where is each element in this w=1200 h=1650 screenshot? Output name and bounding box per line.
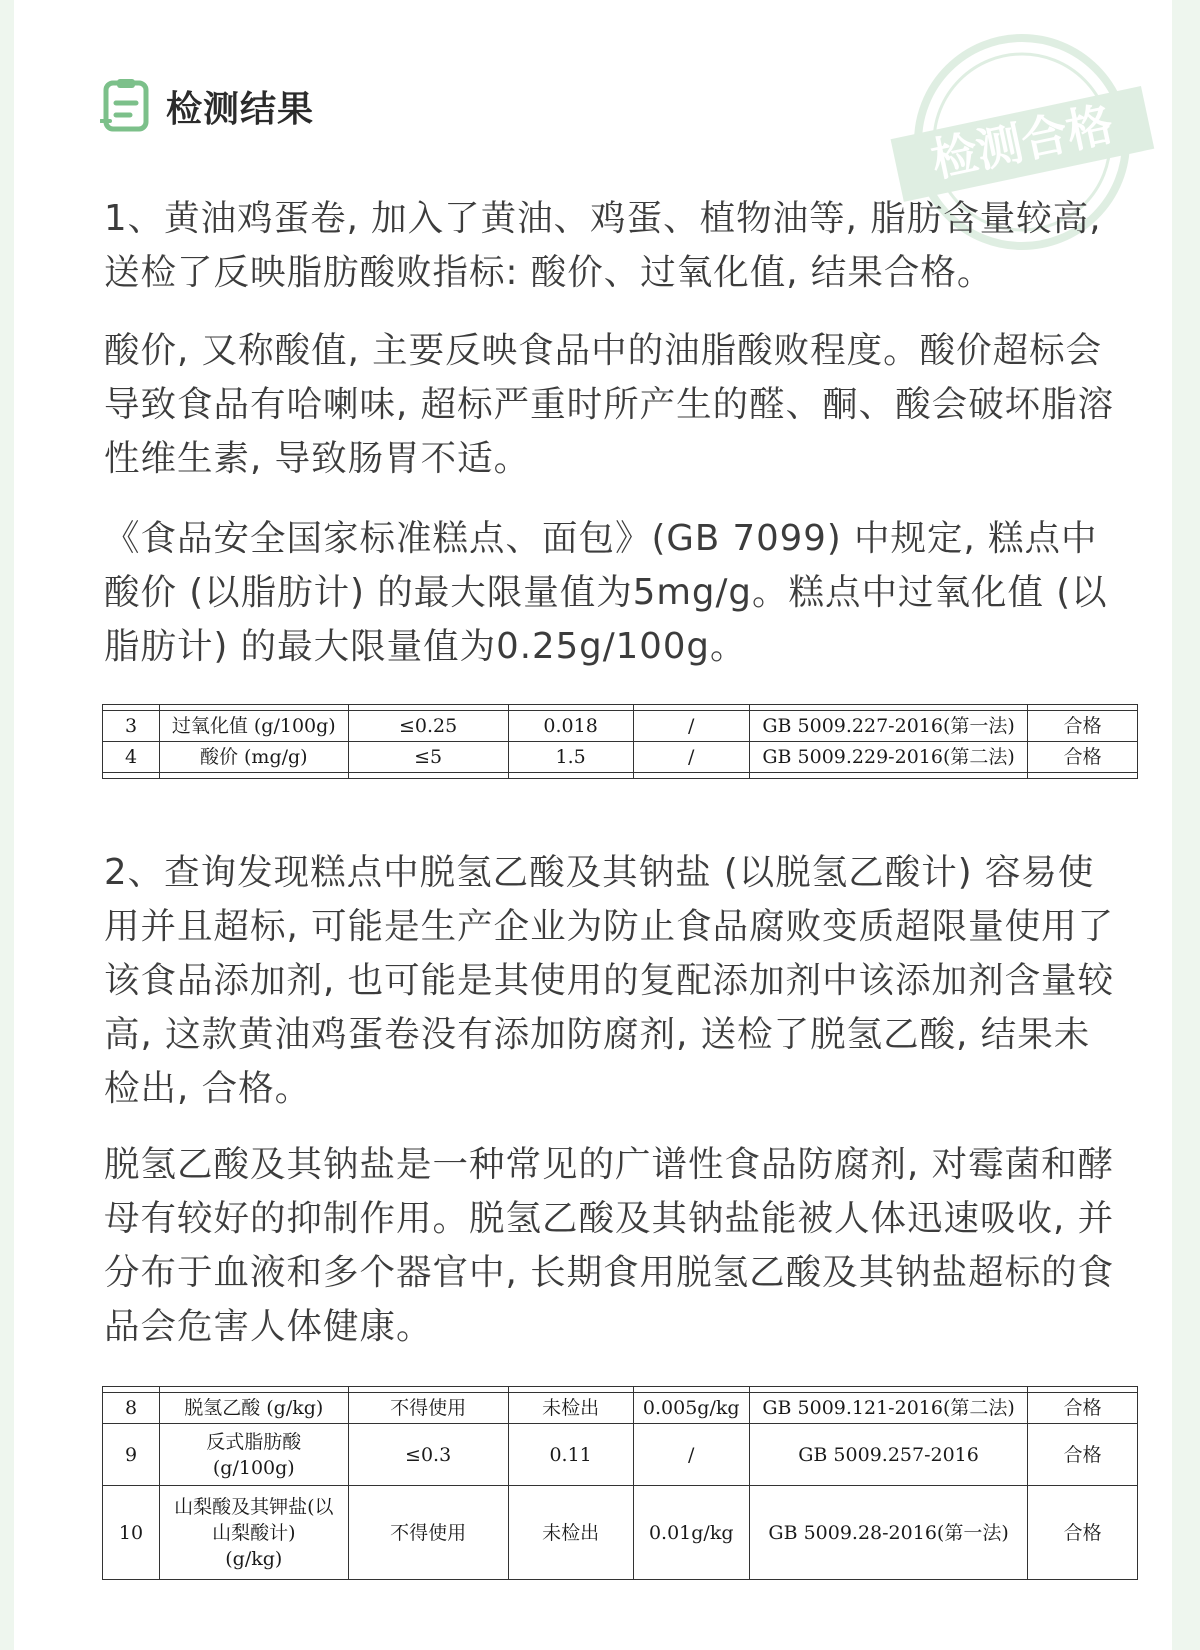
table-row: 4 酸价 (mg/g) ≤5 1.5 / GB 5009.229-2016(第二法) 合格 [103, 742, 1138, 773]
paragraph-acid-peroxide: 1、黄油鸡蛋卷, 加入了黄油、鸡蛋、植物油等, 脂肪含量较高, 送检了反映脂肪酸败指标: 酸价、过氧化值, 结果合格。 [104, 198, 1102, 293]
table-row: 8 脱氢乙酸 (g/kg) 不得使用 未检出 0.005g/kg GB 5009.121-2016(第二法) 合格 [103, 1393, 1138, 1424]
table-row: 9 反式脂肪酸 (g/100g) ≤0.3 0.11 / GB 5009.257-2016 合格 [103, 1424, 1138, 1486]
paragraph-preservative: 脱氢乙酸及其钠盐是一种常见的广谱性食品防腐剂, 对霉菌和酵母有较好的抑制作用。脱氢乙酸及其钠盐能被人体迅速吸收, 并分布于血液和多个器官中, 长期食用脱氢乙酸及其钠盐超标的食品会危害人体健康。 [104, 1144, 1115, 1347]
content-card [14, 0, 1172, 1650]
paragraph-standard: 《食品安全国家标准糕点、面包》(GB 7099) 中规定, 糕点中酸价 (以脂肪计) 的最大限量值为5mg/g。糕点中过氧化值 (以脂肪计) 的最大限量值为0.25g/100g。 [104, 518, 1108, 667]
svg-text:检测合格: 检测合格 [926, 96, 1118, 188]
test-result-table-1 [102, 704, 1138, 779]
paragraph-dehydroacetic-acid: 2、查询发现糕点中脱氢乙酸及其钠盐 (以脱氢乙酸计) 容易使用并且超标, 可能是生产企业为防止食品腐败变质超限量使用了该食品添加剂, 也可能是其使用的复配添加剂中该添加剂含量较高, 这款黄油鸡蛋卷没有添加防腐剂, 送检了脱氢乙酸, 结果未检出, 合格。 [104, 852, 1115, 1109]
test-result-table-2 [102, 1386, 1138, 1580]
paragraph-acid-value: 酸价, 又称酸值, 主要反映食品中的油脂酸败程度。酸价超标会导致食品有哈喇味, 超标严重时所产生的醛、酮、酸会破坏脂溶性维生素, 导致肠胃不适。 [104, 330, 1115, 479]
checklist-icon [100, 77, 152, 135]
table-row: 10 山梨酸及其钾盐(以 山梨酸计) (g/kg) 不得使用 未检出 0.01g/kg GB 5009.28-2016(第一法) 合格 [103, 1486, 1138, 1580]
table-row: 3 过氧化值 (g/100g) ≤0.25 0.018 / GB 5009.227-2016(第一法) 合格 [103, 711, 1138, 742]
section-title: 检测结果 [166, 88, 315, 130]
section-header [100, 76, 314, 136]
